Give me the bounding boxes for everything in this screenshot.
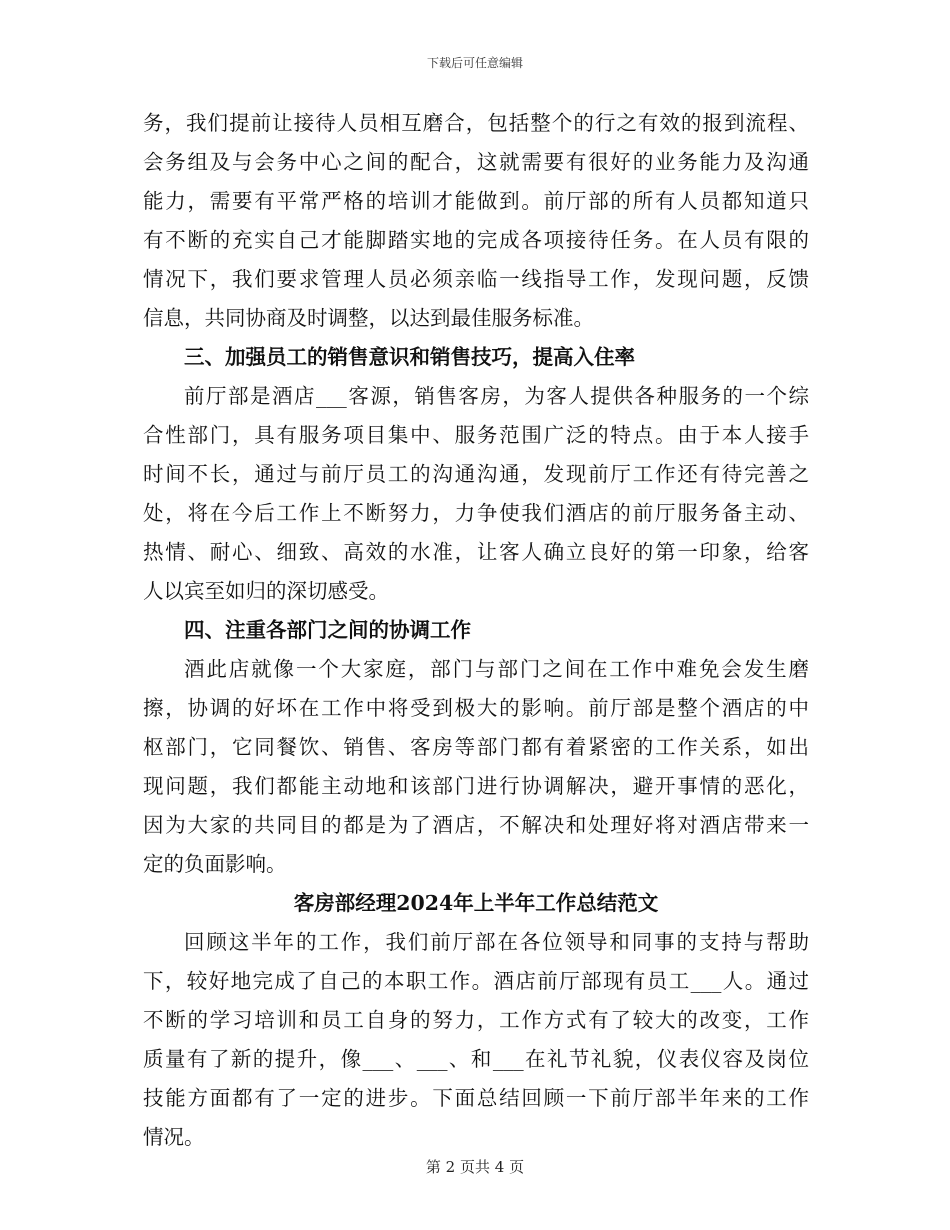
- paragraph-line: 热情、耐心、细致、高效的水准，让客人确立良好的第一印象，给客: [143, 540, 809, 564]
- paragraph-line: 不断的学习培训和员工自身的努力，工作方式有了较大的改变，工作: [143, 1008, 809, 1032]
- section-heading: 四、注重各部门之间的协调工作: [184, 618, 471, 642]
- paragraph-line: 时间不长，通过与前厅员工的沟通沟通，发现前厅工作还有待完善之: [143, 462, 809, 486]
- paragraph-line: 有不断的充实自己才能脚踏实地的完成各项接待任务。在人员有限的: [143, 228, 809, 252]
- paragraph-line: 枢部门，它同餐饮、销售、客房等部门都有着紧密的工作关系，如出: [143, 735, 809, 759]
- paragraph-first-line: 前厅部是酒店___客源，销售客房，为客人提供各种服务的一个综: [184, 384, 809, 408]
- paragraph-line: 情况下，我们要求管理人员必须亲临一线指导工作，发现问题，反馈: [143, 267, 809, 291]
- paragraph-first-line: 回顾这半年的工作，我们前厅部在各位领导和同事的支持与帮助: [184, 930, 809, 954]
- paragraph-line: 会务组及与会务中心之间的配合，这就需要有很好的业务能力及沟通: [143, 150, 809, 174]
- page-header: 下载后可任意编辑: [426, 56, 523, 70]
- paragraph-line: 情况。: [143, 1125, 205, 1149]
- paragraph-line: 能力，需要有平常严格的培训才能做到。前厅部的所有人员都知道只: [143, 189, 809, 213]
- paragraph-first-line: 酒此店就像一个大家庭，部门与部门之间在工作中难免会发生磨: [184, 657, 809, 681]
- paragraph-line: 擦，协调的好坏在工作中将受到极大的影响。前厅部是整个酒店的中: [143, 696, 809, 720]
- page-number: 第 2 页共 4 页: [425, 1158, 525, 1176]
- paragraph-line: 质量有了新的提升，像___、___、和___在礼节礼貌，仪表仪容及岗位: [143, 1047, 809, 1071]
- paragraph-line: 技能方面都有了一定的进步。下面总结回顾一下前厅部半年来的工作: [143, 1086, 809, 1110]
- paragraph-line: 务，我们提前让接待人员相互磨合，包括整个的行之有效的报到流程、: [143, 111, 809, 135]
- document-body: [143, 104, 809, 1157]
- paragraph-line: 人以宾至如归的深切感受。: [143, 579, 389, 603]
- section-heading: 三、加强员工的销售意识和销售技巧，提高入住率: [184, 345, 635, 369]
- paragraph-line: 处，将在今后工作上不断努力，力争使我们酒店的前厅服务备主动、: [143, 501, 809, 525]
- paragraph-line: 合性部门，具有服务项目集中、服务范围广泛的特点。由于本人接手: [143, 423, 809, 447]
- document-title: 客房部经理2024年上半年工作总结范文: [293, 891, 659, 915]
- paragraph-line: 因为大家的共同目的都是为了酒店，不解决和处理好将对酒店带来一: [143, 813, 809, 837]
- paragraph-line: 下，较好地完成了自己的本职工作。酒店前厅部现有员工___人。通过: [143, 969, 809, 993]
- paragraph-line: 定的负面影响。: [143, 852, 287, 876]
- paragraph-line: 信息，共同协商及时调整，以达到最佳服务标准。: [143, 306, 594, 330]
- paragraph-line: 现问题，我们都能主动地和该部门进行协调解决，避开事情的恶化，: [143, 774, 809, 798]
